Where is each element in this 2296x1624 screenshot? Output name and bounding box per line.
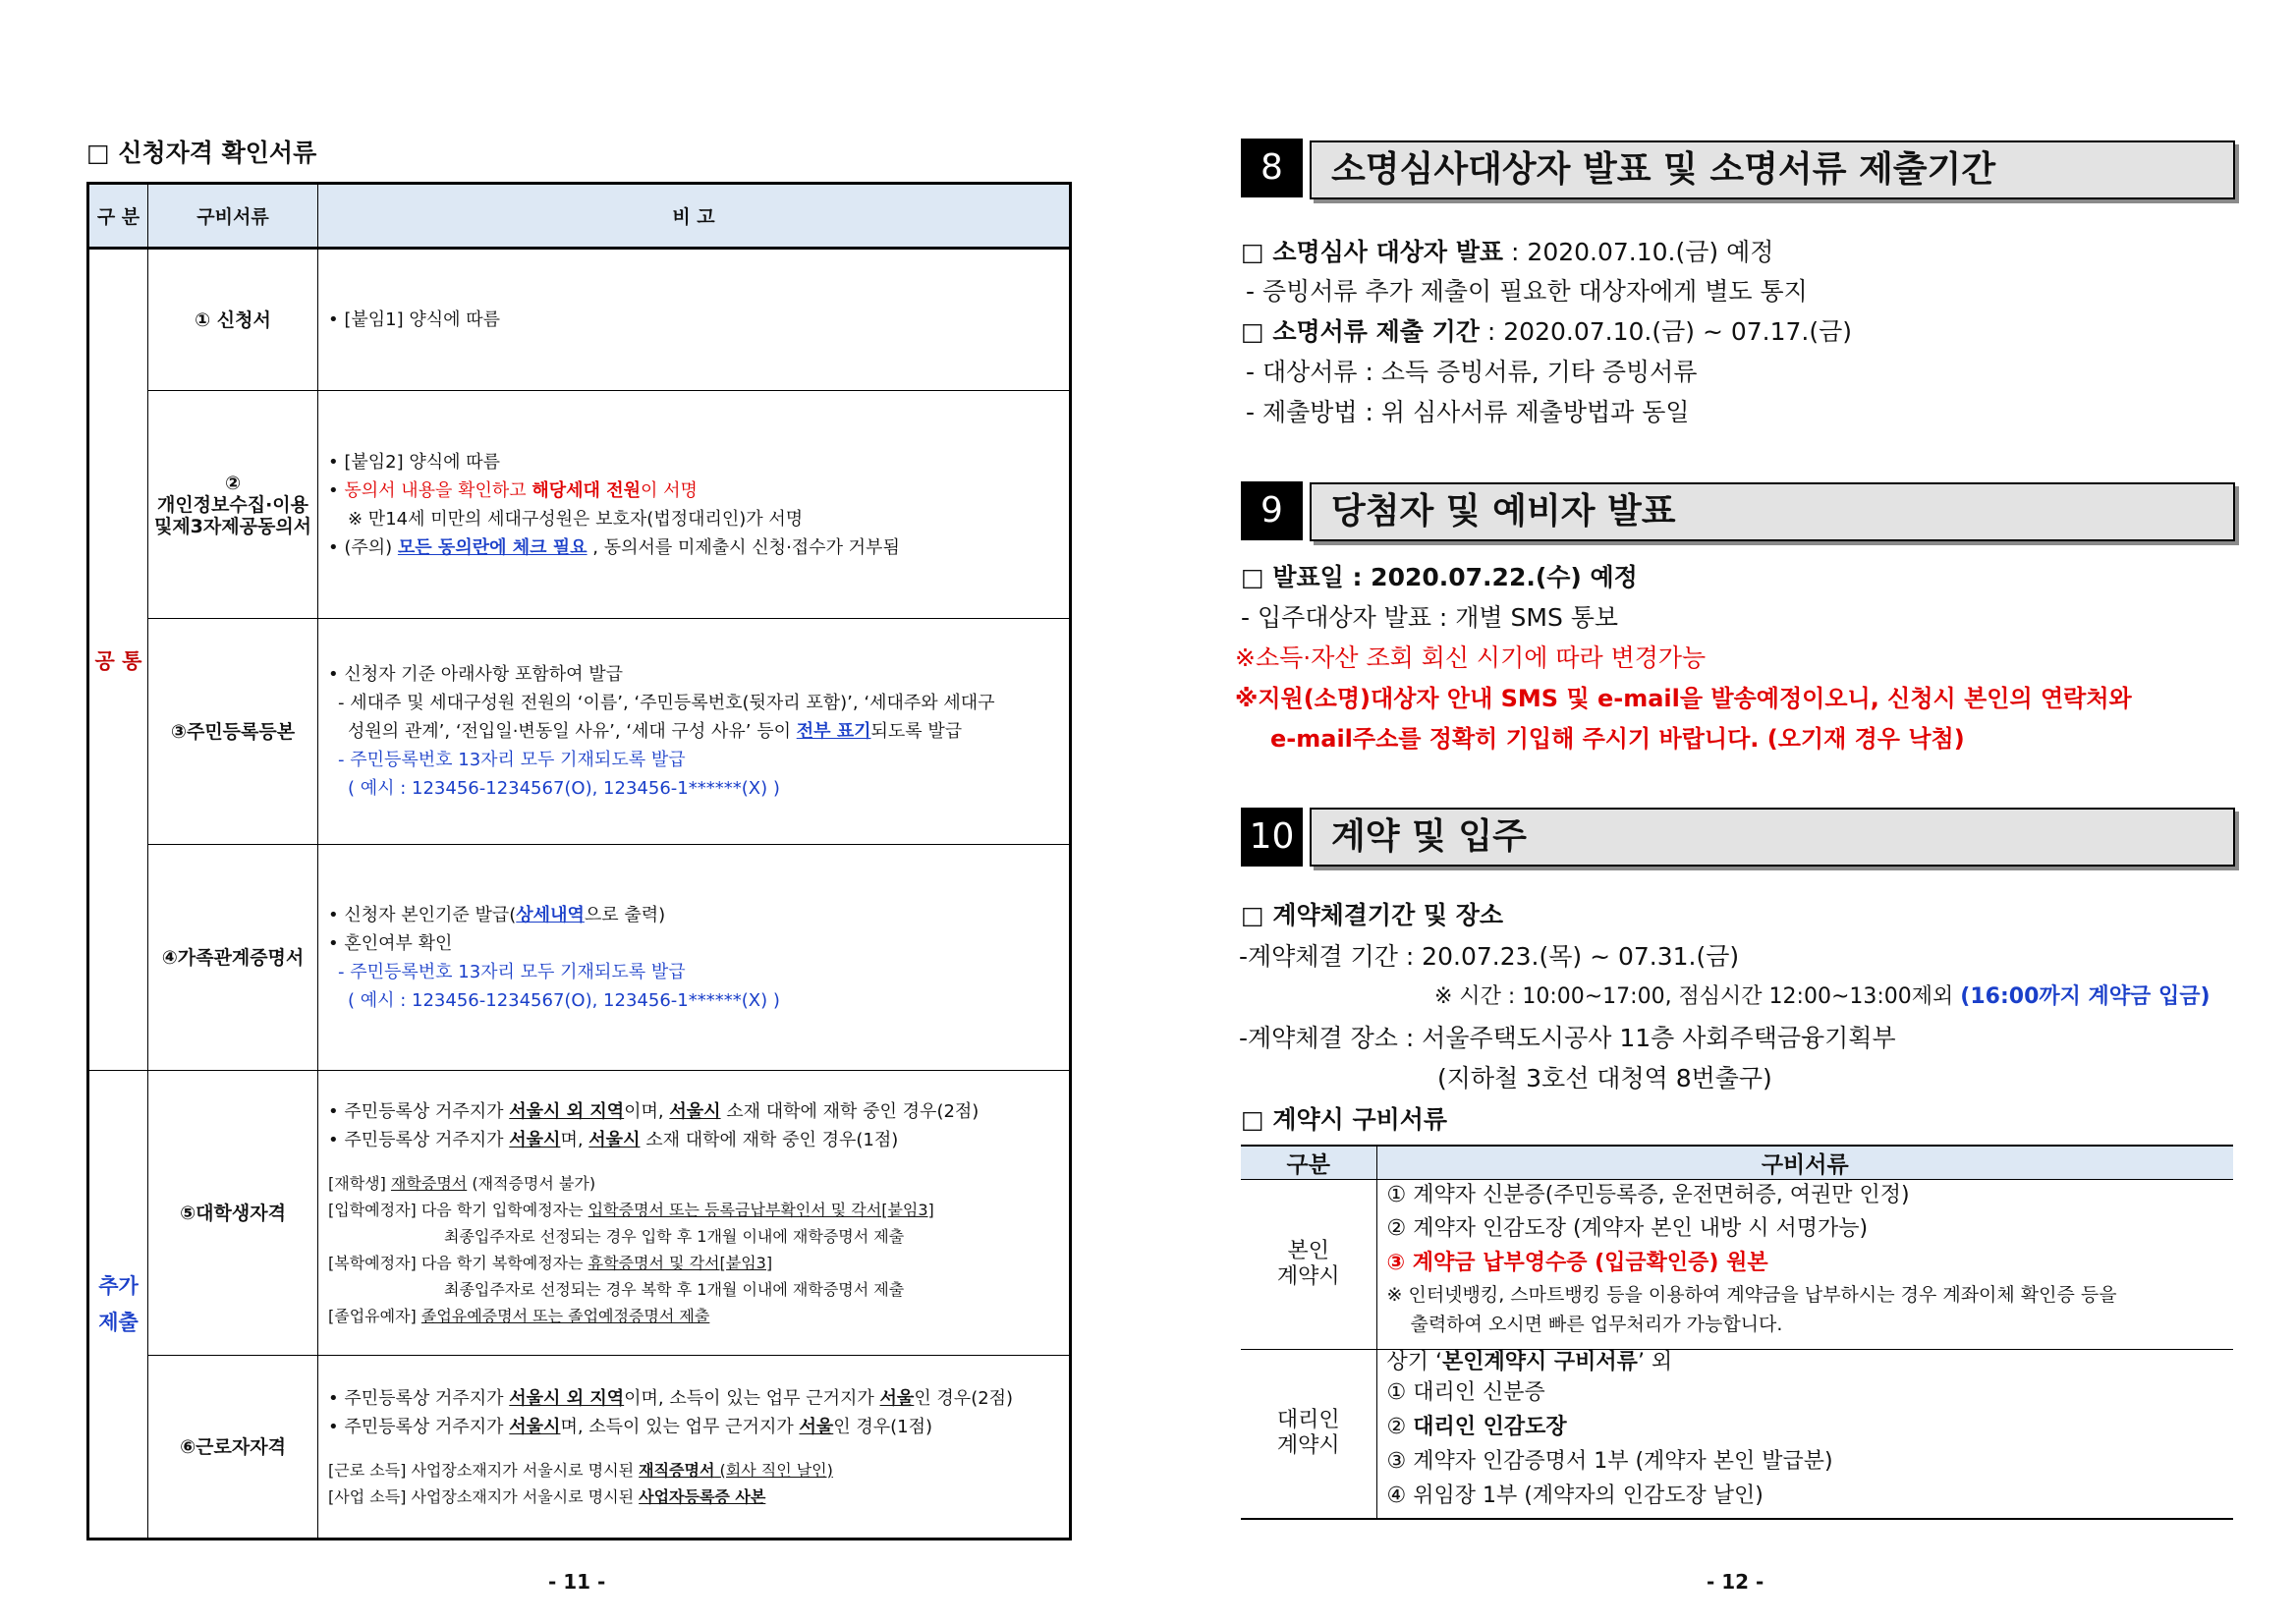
sec10-line: □ 계약체결기간 및 장소 [1241, 901, 1504, 929]
header-documents: 구비서류 [1376, 1146, 2233, 1180]
category-label: 제출 [98, 1310, 139, 1334]
list-note: ※ 인터넷뱅킹, 스마트뱅킹 등을 이용하여 계약금을 납부하시는 경우 계좌이체 확인증 등을 [1386, 1284, 2117, 1306]
remark-line: 성원의 관계’, ‘전입일·변동일 사유’, ‘세대 구성 사유’ 등이 전부 표기되도록 발급 [348, 721, 963, 742]
sec9-line: - 입주대상자 발표 : 개별 SMS 통보 [1241, 603, 1619, 632]
remark-line: 최종입주자로 선정되는 경우 복학 후 1개월 이내에 재학증명서 제출 [444, 1279, 905, 1299]
sec10-line: -계약체결 장소 : 서울주택도시공사 11층 사회주택금융기획부 [1239, 1024, 1896, 1052]
sec8-line: - 대상서류 : 소득 증빙서류, 기타 증빙서류 [1246, 358, 1698, 386]
list-item: ③ 계약금 납부영수증 (입금확인증) 원본 [1386, 1251, 1768, 1275]
sec9-line: ※소득·자산 조회 회신 시기에 따라 변경가능 [1235, 644, 1707, 672]
remarks-cell [318, 391, 1071, 619]
remarks-cell [318, 845, 1071, 1071]
section-8-number: 8 [1241, 139, 1303, 197]
sec10-line: -계약체결 기간 : 20.07.23.(목) ~ 07.31.(금) [1239, 942, 1740, 971]
doc-label: 및제3자제공동의서 [153, 515, 312, 537]
list-item: 상기 ‘본인계약시 구비서류’ 외 [1386, 1350, 1673, 1374]
row-items [1376, 1350, 2233, 1519]
category-extra [88, 1071, 148, 1540]
doc-family-relation: ④가족관계증명서 [148, 845, 318, 1071]
remark-line: ( 예시 : 123456-1234567(O), 123456-1******(X) ) [348, 989, 780, 1011]
section-title: □ 신청자격 확인서류 [86, 139, 317, 167]
list-item: ② 계약자 인감도장 (계약자 본인 내방 시 서명가능) [1386, 1216, 1869, 1241]
doc-student: ⑤대학생자격 [148, 1071, 318, 1356]
header-type: 구분 [1241, 1146, 1376, 1180]
sec9-line: ※지원(소명)대상자 안내 SMS 및 e-mail을 발송예정이오니, 신청시 본인의 연락처와 [1235, 685, 2132, 712]
remark-line: • 주민등록상 거주지가 서울시 외 지역이며, 소득이 있는 업무 근거지가 서울인 경우(2점) [328, 1387, 1014, 1409]
remark-line: • [붙임2] 양식에 따름 [328, 451, 500, 473]
remark-line: [졸업유예자] 졸업유예증명서 또는 졸업예정증명서 제출 [328, 1306, 710, 1325]
remark-line: - 세대주 및 세대구성원 전원의 ‘이름’, ‘주민등록번호(뒷자리 포함)’, ‘세대주와 세대구 [338, 693, 995, 713]
header-category: 구 분 [88, 184, 148, 249]
eligibility-documents-table [86, 182, 1072, 1540]
remark-line: • 주민등록상 거주지가 서울시며, 소득이 있는 업무 근거지가 서울인 경우(1점) [328, 1416, 933, 1437]
section-9-title: 당첨자 및 예비자 발표 [1310, 482, 2235, 541]
remark-line: • [붙임1] 양식에 따름 [328, 309, 500, 330]
doc-application: ① 신청서 [148, 249, 318, 391]
section-10-number: 10 [1241, 808, 1303, 867]
table-row [88, 249, 1071, 391]
remarks-cell [318, 1071, 1071, 1356]
sec9-line: □ 발표일 : 2020.07.22.(수) 예정 [1241, 563, 1638, 591]
doc-label: 개인정보수집·이용 [156, 493, 309, 516]
doc-resident-registration: ③주민등록등본 [148, 619, 318, 845]
category-common: 공 통 [88, 249, 148, 1071]
table-header-row [88, 184, 1071, 249]
remark-line: ( 예시 : 123456-1234567(O), 123456-1******(X) ) [348, 778, 780, 799]
sec8-line: □ 소명서류 제출 기간 : 2020.07.10.(금) ~ 07.17.(금) [1241, 317, 1853, 346]
header-remarks: 비 고 [318, 184, 1071, 249]
page-number: - 11 - [548, 1570, 606, 1594]
table-row [88, 619, 1071, 845]
remark-line: [근로 소득] 사업장소재지가 서울시로 명시된 재직증명서 (회사 직인 날인) [328, 1460, 833, 1480]
sec10-line: □ 계약시 구비서류 [1241, 1105, 1448, 1134]
remark-line: - 주민등록번호 13자리 모두 기재되도록 발급 [338, 961, 686, 982]
remark-line: • 신청자 본인기준 발급(상세내역으로 출력) [328, 904, 666, 925]
sec10-line: ※ 시간 : 10:00~17:00, 점심시간 12:00~13:00제외 (16:00까지 계약금 입금) [1434, 984, 2211, 1009]
remark-line: [입학예정자] 다음 학기 입학예정자는 입학증명서 또는 등록금납부확인서 및 각서[붙임3] [328, 1200, 934, 1219]
remark-line: [사업 소득] 사업장소재지가 서울시로 명시된 사업자등록증 사본 [328, 1486, 766, 1506]
table-row [1241, 1350, 2233, 1519]
table-row [88, 1356, 1071, 1540]
row-items [1376, 1180, 2233, 1350]
header-documents: 구비서류 [148, 184, 318, 249]
list-note: 출력하여 오시면 빠른 업무처리가 가능합니다. [1410, 1314, 1783, 1335]
remark-line: • 신청자 기준 아래사항 포함하여 발급 [328, 664, 624, 685]
remark-line: • 주민등록상 거주지가 서울시며, 서울시 소재 대학에 재학 중인 경우(1점) [328, 1129, 899, 1150]
row-label-agent: 대리인 계약시 [1241, 1350, 1376, 1519]
table-row [88, 391, 1071, 619]
remark-line: • 혼인여부 확인 [328, 932, 453, 954]
remark-line: - 주민등록번호 13자리 모두 기재되도록 발급 [338, 750, 686, 770]
section-10-title: 계약 및 입주 [1310, 808, 2235, 867]
table-row [88, 1071, 1071, 1356]
list-item: ① 대리인 신분증 [1386, 1380, 1545, 1405]
sec9-line: e-mail주소를 정확히 기입해 주시기 바랍니다. (오기재 경우 낙첨) [1270, 725, 1965, 753]
remark-line: • 동의서 내용을 확인하고 해당세대 전원이 서명 [328, 479, 698, 501]
sec8-line: - 증빙서류 추가 제출이 필요한 대상자에게 별도 통지 [1246, 277, 1808, 306]
remark-line: • (주의) 모든 동의란에 체크 필요 , 동의서를 미제출시 신청·접수가 거부됨 [328, 536, 900, 558]
table-header-row [1241, 1146, 2233, 1180]
remarks-cell [318, 249, 1071, 391]
table-row [88, 845, 1071, 1071]
category-label: 추가 [98, 1273, 139, 1298]
remark-line: ※ 만14세 미만의 세대구성원은 보호자(법정대리인)가 서명 [348, 508, 804, 530]
sec8-line: - 제출방법 : 위 심사서류 제출방법과 동일 [1246, 398, 1690, 426]
remark-line: • 주민등록상 거주지가 서울시 외 지역이며, 서울시 소재 대학에 재학 중인 경우(2점) [328, 1100, 980, 1122]
section-8-title: 소명심사대상자 발표 및 소명서류 제출기간 [1310, 140, 2235, 199]
remark-line: 최종입주자로 선정되는 경우 입학 후 1개월 이내에 재학증명서 제출 [444, 1226, 905, 1246]
sec8-line: □ 소명심사 대상자 발표 : 2020.07.10.(금) 예정 [1241, 238, 1774, 266]
remarks-cell [318, 1356, 1071, 1540]
section-9-number: 9 [1241, 481, 1303, 540]
remark-line: [복학예정자] 다음 학기 복학예정자는 휴학증명서 및 각서[붙임3] [328, 1253, 773, 1272]
list-item: ③ 계약자 인감증명서 1부 (계약자 본인 발급분) [1386, 1449, 1833, 1474]
page-number: - 12 - [1707, 1570, 1764, 1594]
remark-line: [재학생] 재학증명서 (재적증명서 불가) [328, 1173, 596, 1193]
doc-consent-form [148, 391, 318, 619]
list-item: ② 대리인 인감도장 [1386, 1415, 1567, 1439]
list-item: ④ 위임장 1부 (계약자의 인감도장 날인) [1386, 1484, 1764, 1508]
sec10-line: (지하철 3호선 대청역 8번출구) [1437, 1064, 1772, 1092]
row-label-self: 본인 계약시 [1241, 1180, 1376, 1350]
list-item: ① 계약자 신분증(주민등록증, 운전면허증, 여권만 인정) [1386, 1183, 1910, 1207]
table-row [1241, 1180, 2233, 1350]
contract-documents-table [1241, 1145, 2233, 1520]
doc-label: ② [224, 472, 242, 494]
remarks-cell [318, 619, 1071, 845]
doc-worker: ⑥근로자자격 [148, 1356, 318, 1540]
